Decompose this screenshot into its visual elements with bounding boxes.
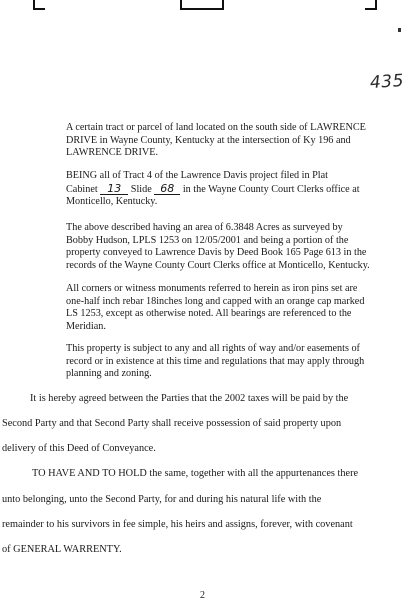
- text-line: It is hereby agreed between the Parties that the 2002 taxes will be paid by the: [30, 393, 349, 404]
- text-line: unto belonging, unto the Second Party, for and during his natural life with the: [2, 494, 322, 505]
- text-line: planning and zoning.: [66, 368, 152, 380]
- cabinet-label: Cabinet: [66, 183, 98, 195]
- slide-label: Slide: [130, 183, 152, 195]
- page-number: 2: [200, 590, 205, 601]
- text-line: BEING all of Tract 4 of the Lawrence Davis project filed in Plat: [66, 170, 328, 181]
- text-line: Monticello, Kentucky.: [66, 196, 158, 208]
- text-line: Second Party and that Second Party shall receive possession of said property upon: [2, 418, 342, 429]
- text-line: TO HAVE AND TO HOLD the same, together with all the appurtenances there: [32, 468, 359, 479]
- binding-mark-left-base: [33, 8, 45, 10]
- text-line: of GENERAL WARRENTY.: [2, 544, 122, 555]
- legal-description-paragraph-4: [66, 283, 388, 334]
- text-line: LAWRENCE DRIVE.: [66, 147, 158, 159]
- text-line: The above described having an area of 6.3848 Acres as surveyed by: [66, 222, 343, 233]
- text-line: property conveyed to Lawrence Davis by Deed Book 165 Page 613 in the: [66, 247, 367, 259]
- binding-mark-right: [375, 0, 377, 9]
- edge-tick-mark: [398, 28, 401, 32]
- text-line: All corners or witness monuments referred to herein as iron pins set are: [66, 283, 358, 294]
- handwritten-page-reference: 435: [369, 70, 405, 94]
- text-line: This property is subject to any and all rights of way and/or easements of: [66, 343, 360, 354]
- legal-description-paragraph-2: [66, 170, 388, 209]
- text-line: LS 1253, except as otherwise noted. All bearings are referenced to the: [66, 308, 352, 320]
- text-line: DRIVE in Wayne County, Kentucky at the intersection of Ky 196 and: [66, 134, 351, 146]
- legal-description-paragraph-1: [66, 122, 388, 160]
- text-line: records of the Wayne County Court Clerks office at Monticello, Kentucky.: [66, 260, 370, 272]
- text-line: delivery of this Deed of Conveyance.: [2, 443, 156, 454]
- cabinet-line-rest: in the Wayne County Court Clerks office at: [182, 183, 360, 195]
- text-line: one-half inch rebar 18inches long and capped with an orange cap marked: [66, 295, 365, 307]
- text-line: Meridian.: [66, 321, 106, 333]
- text-line: record or in existence at this time and regulations that may apply through: [66, 355, 365, 367]
- cabinet-handwritten-value: 13: [100, 183, 128, 195]
- text-line: Bobby Hudson, LPLS 1253 on 12/05/2001 and being a portion of the: [66, 234, 349, 246]
- legal-description-paragraph-3: [66, 222, 388, 273]
- binding-mark-middle-right: [222, 0, 224, 9]
- text-line: [66, 183, 388, 197]
- text-line: remainder to his survivors in fee simple, his heirs and assigns, forever, with covenant: [2, 519, 353, 530]
- legal-description-paragraph-5: [66, 343, 388, 381]
- text-line: A certain tract or parcel of land located on the south side of LAWRENCE: [66, 122, 366, 133]
- binding-mark-middle-base: [180, 8, 224, 10]
- slide-handwritten-value: 68: [154, 183, 180, 195]
